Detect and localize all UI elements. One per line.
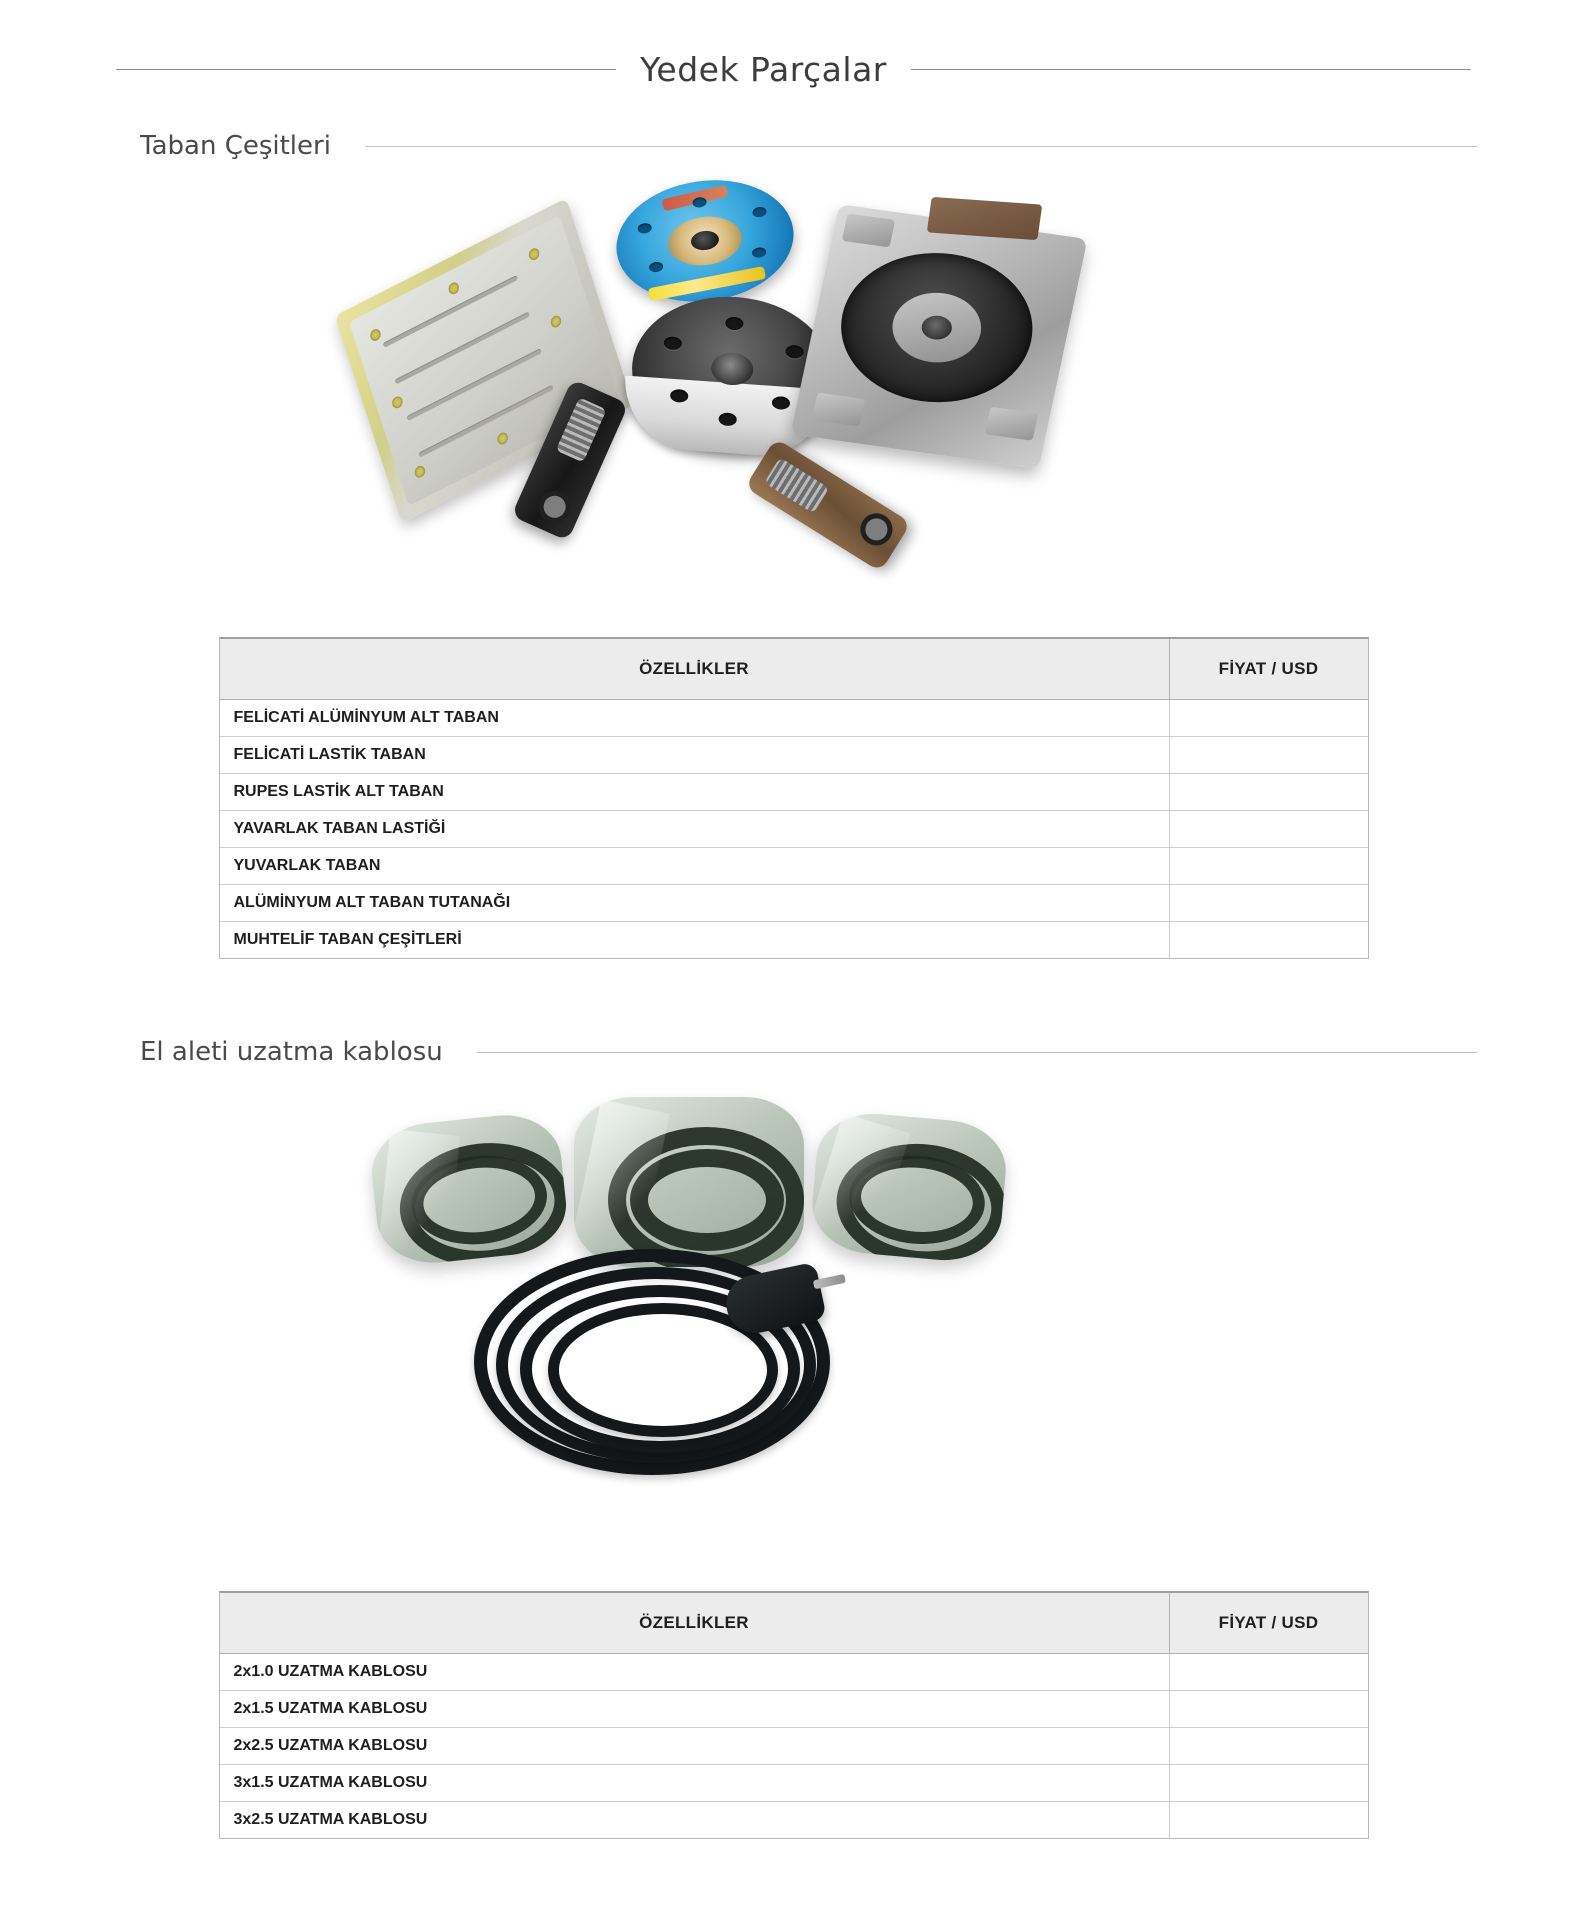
table-row	[220, 1802, 1368, 1839]
header-rule-left	[116, 69, 616, 70]
page-bottom-spacer	[0, 1839, 1587, 1909]
cell-price	[1169, 774, 1368, 811]
clamp-lever-image-2	[744, 438, 910, 572]
cell-feature: 3x1.5 UZATMA KABLOSU	[220, 1765, 1170, 1802]
column-header-price: FİYAT / USD	[1169, 639, 1368, 700]
table-row	[220, 737, 1368, 774]
table-row	[220, 922, 1368, 959]
cell-price	[1169, 885, 1368, 922]
cell-feature: 2x2.5 UZATMA KABLOSU	[220, 1728, 1170, 1765]
spec-table-1	[220, 639, 1368, 958]
cell-price	[1169, 700, 1368, 737]
section-heading-2	[0, 1037, 1587, 1067]
packaged-cable-image-1	[367, 1109, 571, 1268]
product-photo-sanding-pads	[0, 175, 1587, 595]
packaged-cable-image-2	[574, 1097, 804, 1267]
cell-feature: YUVARLAK TABAN	[220, 848, 1170, 885]
section-uzatma-kablosu	[0, 1037, 1587, 1839]
product-photo-extension-cables	[0, 1089, 1587, 1549]
spec-table-wrapper-2	[219, 1591, 1369, 1839]
table-row	[220, 700, 1368, 737]
cell-feature: YAVARLAK TABAN LASTİĞİ	[220, 811, 1170, 848]
table-row	[220, 1691, 1368, 1728]
cell-feature: 3x2.5 UZATMA KABLOSU	[233, 1811, 428, 1828]
cell-feature: FELİCATİ ALÜMİNYUM ALT TABAN	[220, 700, 1170, 737]
blue-velcro-disc-image	[608, 169, 801, 313]
section-rule-2	[477, 1052, 1477, 1053]
page-header	[0, 0, 1587, 89]
cell-price	[1169, 1654, 1368, 1691]
header-rule-right	[911, 69, 1471, 70]
cell-feature: RUPES LASTİK ALT TABAN	[220, 774, 1170, 811]
cell-price	[1169, 922, 1368, 959]
section-taban-cesitleri	[0, 131, 1587, 959]
cell-feature: FELİCATİ LASTİK TABAN	[220, 737, 1170, 774]
table-row	[220, 885, 1368, 922]
cell-price	[1169, 737, 1368, 774]
table-row	[220, 1728, 1368, 1765]
packaged-cable-image-3	[808, 1109, 1009, 1265]
table-header-row	[220, 1593, 1368, 1654]
cell-price	[1169, 1802, 1368, 1839]
cell-feature: ALÜMİNYUM ALT TABAN TUTANAĞI	[220, 885, 1170, 922]
table-row	[220, 848, 1368, 885]
cell-price	[1169, 1691, 1368, 1728]
table-row	[220, 774, 1368, 811]
table-row	[220, 1654, 1368, 1691]
cell-feature: 2x1.0 UZATMA KABLOSU	[220, 1654, 1170, 1691]
section-title-2: El aleti uzatma kablosu	[140, 1037, 443, 1067]
column-header-features: ÖZELLİKLER	[220, 1593, 1170, 1654]
section-title-1: Taban Çeşitleri	[140, 131, 331, 161]
cell-price	[1169, 848, 1368, 885]
spec-table-wrapper-1	[219, 637, 1369, 959]
cell-feature: MUHTELİF TABAN ÇEŞİTLERİ	[233, 931, 462, 948]
page-title: Yedek Parçalar	[640, 50, 887, 89]
cell-price	[1169, 1765, 1368, 1802]
spec-table-2	[220, 1593, 1368, 1838]
section-rule-1	[365, 146, 1477, 147]
table-row	[220, 811, 1368, 848]
table-header-row	[220, 639, 1368, 700]
column-header-features: ÖZELLİKLER	[220, 639, 1170, 700]
section-heading-1	[0, 131, 1587, 161]
rubber-ring-backing-plate-image	[790, 204, 1087, 469]
cell-price	[1169, 1728, 1368, 1765]
column-header-price: FİYAT / USD	[1169, 1593, 1368, 1654]
cell-price	[1169, 811, 1368, 848]
cell-feature: 2x1.5 UZATMA KABLOSU	[220, 1691, 1170, 1728]
table-row	[220, 1765, 1368, 1802]
